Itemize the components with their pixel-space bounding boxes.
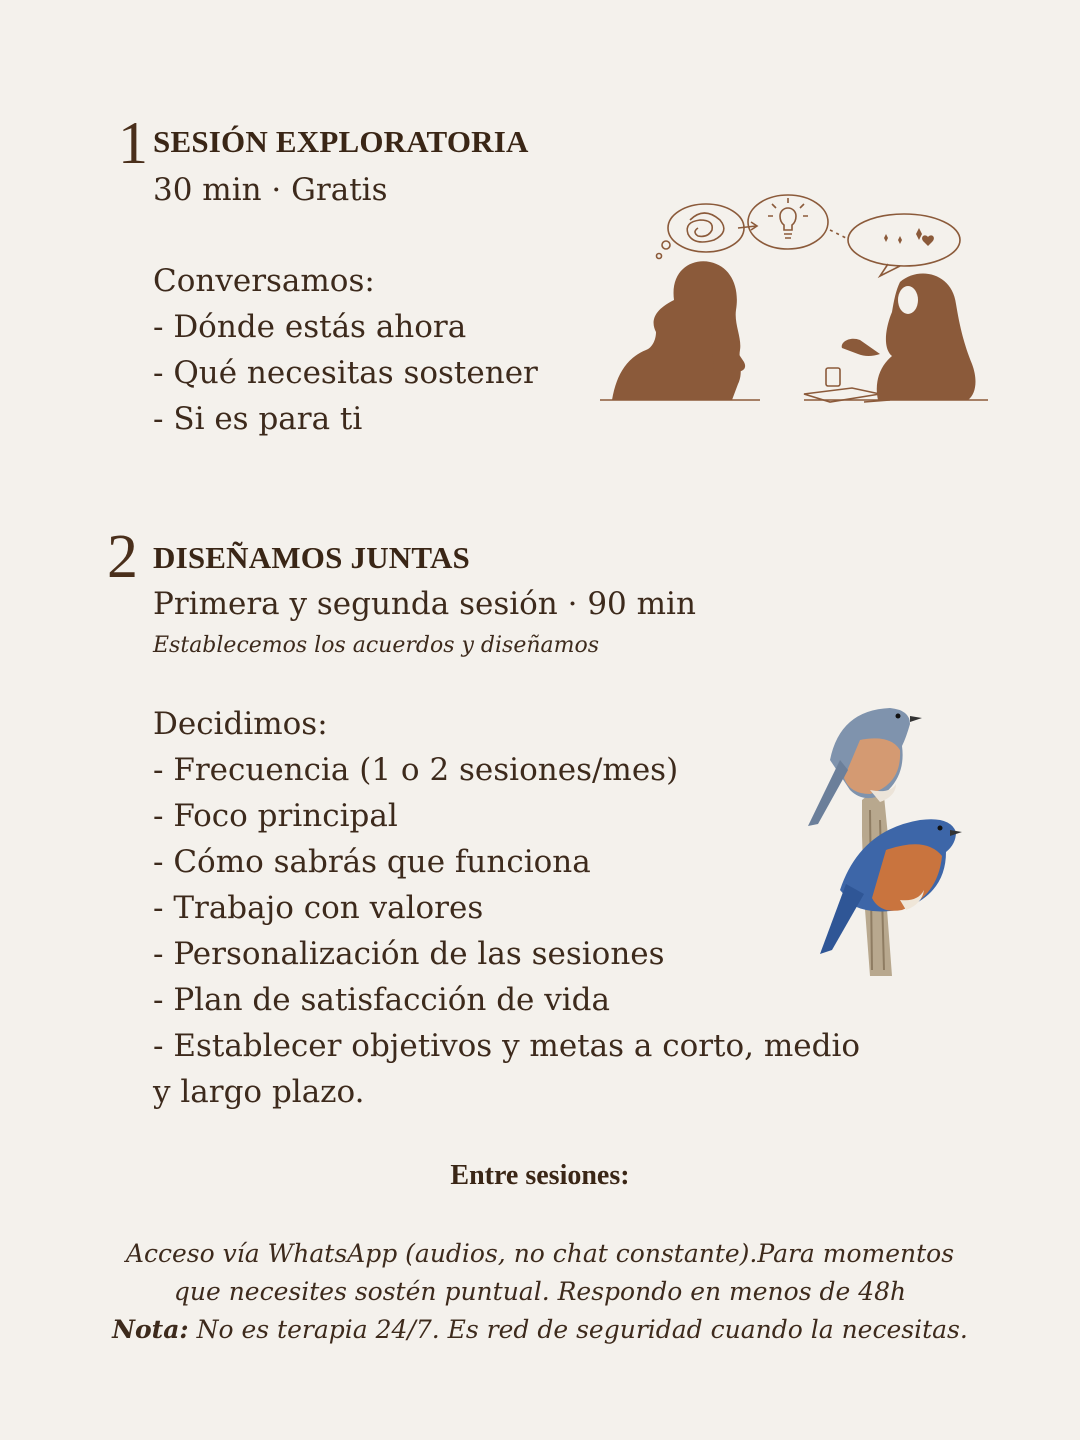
section-2-subtitle: Primera y segunda sesión · 90 min [153,586,696,622]
section-2-item: - Plan de satisfacción de vida [153,982,610,1018]
section-1-intro: Conversamos: [153,263,375,299]
conversation-illustration [598,190,998,415]
between-sessions-note [0,1311,1080,1349]
section-2-item: - Establecer objetivos y metas a corto, medio [153,1028,861,1064]
section-1-title: SESIÓN EXPLORATORIA [153,124,529,159]
section-2-intro: Decidimos: [153,706,328,742]
section-2-item: - Trabajo con valores [153,890,484,926]
section-2-note: Establecemos los acuerdos y diseñamos [153,633,600,658]
section-1-item: - Dónde estás ahora [153,309,467,345]
section-1-item: - Si es para ti [153,401,363,437]
section-1-item: - Qué necesitas sostener [153,355,538,391]
section-1-subtitle: 30 min · Gratis [153,172,388,208]
section-2-title: DISEÑAMOS JUNTAS [153,540,470,575]
between-sessions-line-1: Acceso vía WhatsApp (audios, no chat constante).Para momentos [125,1239,955,1268]
section-2-item: - Frecuencia (1 o 2 sesiones/mes) [153,752,679,788]
note-label: Nota: [112,1315,189,1344]
section-2-number: 2 [107,523,138,591]
section-2-item: - Cómo sabrás que funciona [153,844,591,880]
section-1-number: 1 [118,110,148,176]
section-2-item: y largo plazo. [153,1074,365,1110]
between-sessions-line-2: que necesites sostén puntual. Respondo en menos de 48h [173,1277,907,1306]
section-2-item: - Foco principal [153,798,398,834]
between-sessions-title: Entre sesiones: [450,1160,630,1191]
note-text: No es terapia 24/7. Es red de seguridad cuando la necesitas. [188,1315,968,1344]
section-2-item: - Personalización de las sesiones [153,936,665,972]
bluebirds-image [800,700,970,985]
